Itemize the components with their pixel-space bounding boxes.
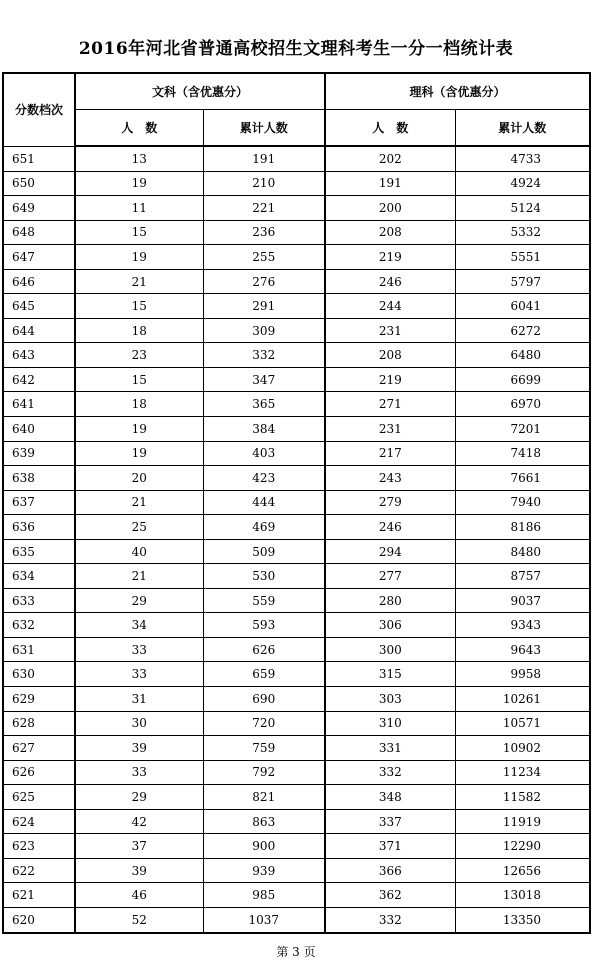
- science-cumulative-cell: 10902: [455, 736, 590, 761]
- score-cell: 643: [3, 343, 75, 368]
- science-cumulative-cell: 9643: [455, 637, 590, 662]
- liberal-arts-cumulative-cell: 365: [203, 392, 325, 417]
- liberal-arts-count-cell: 39: [75, 858, 203, 883]
- liberal-arts-cumulative-cell: 403: [203, 441, 325, 466]
- score-cell: 620: [3, 907, 75, 932]
- science-cumulative-cell: 12290: [455, 834, 590, 859]
- score-cell: 645: [3, 294, 75, 319]
- liberal-arts-count-cell: 18: [75, 392, 203, 417]
- liberal-arts-count-cell: 21: [75, 490, 203, 515]
- table-row: [3, 171, 590, 196]
- page-title: 2016年河北省普通高校招生文理科考生一分一档统计表: [78, 39, 514, 59]
- science-count-cell: 306: [325, 613, 455, 638]
- liberal-arts-cumulative-cell: 509: [203, 539, 325, 564]
- science-count-cell: 315: [325, 662, 455, 687]
- table-row: [3, 858, 590, 883]
- table-row: [3, 711, 590, 736]
- science-count-cell: 202: [325, 146, 455, 171]
- table-row: [3, 196, 590, 221]
- science-cumulative-cell: 4733: [455, 146, 590, 171]
- liberal-arts-count-cell: 19: [75, 171, 203, 196]
- liberal-arts-count-cell: 33: [75, 662, 203, 687]
- science-cumulative-cell: 5551: [455, 245, 590, 270]
- score-cell: 624: [3, 809, 75, 834]
- science-cumulative-cell: 11234: [455, 760, 590, 785]
- science-count-cell: 231: [325, 318, 455, 343]
- science-cumulative-cell: 11582: [455, 785, 590, 810]
- score-cell: 627: [3, 736, 75, 761]
- score-cell: 621: [3, 883, 75, 908]
- liberal-arts-count-cell: 46: [75, 883, 203, 908]
- liberal-arts-count-cell: 21: [75, 564, 203, 589]
- science-cumulative-cell: 4924: [455, 171, 590, 196]
- liberal-arts-count-cell: 30: [75, 711, 203, 736]
- table-row: [3, 392, 590, 417]
- science-count-cell: 279: [325, 490, 455, 515]
- liberal-arts-count-cell: 20: [75, 466, 203, 491]
- science-cumulative-cell: 12656: [455, 858, 590, 883]
- liberal-arts-cumulative-cell: 690: [203, 687, 325, 712]
- score-cell: 622: [3, 858, 75, 883]
- science-cumulative-cell: 5332: [455, 220, 590, 245]
- table-row: [3, 220, 590, 245]
- liberal-arts-count-cell: 34: [75, 613, 203, 638]
- science-count-cell: 331: [325, 736, 455, 761]
- liberal-arts-cumulative-cell: 1037: [203, 907, 325, 932]
- liberal-arts-count-header: 人 数: [75, 110, 203, 147]
- science-header: 理科（含优惠分）: [325, 73, 590, 110]
- science-count-cell: 294: [325, 539, 455, 564]
- science-cumulative-cell: 10261: [455, 687, 590, 712]
- table-row: [3, 637, 590, 662]
- score-cell: 630: [3, 662, 75, 687]
- liberal-arts-count-cell: 21: [75, 269, 203, 294]
- liberal-arts-count-cell: 25: [75, 515, 203, 540]
- science-cumulative-cell: 7661: [455, 466, 590, 491]
- score-cell: 651: [3, 146, 75, 171]
- table-row: [3, 294, 590, 319]
- score-cell: 639: [3, 441, 75, 466]
- liberal-arts-cumulative-cell: 384: [203, 417, 325, 442]
- table-row: [3, 785, 590, 810]
- table-row: [3, 539, 590, 564]
- table-row: [3, 466, 590, 491]
- score-cell: 625: [3, 785, 75, 810]
- page-number: 第 3 页: [276, 945, 316, 959]
- score-cell: 646: [3, 269, 75, 294]
- science-cumulative-cell: 6970: [455, 392, 590, 417]
- science-cumulative-cell: 6480: [455, 343, 590, 368]
- science-count-cell: 271: [325, 392, 455, 417]
- score-distribution-table: [2, 72, 591, 934]
- liberal-arts-cumulative-cell: 659: [203, 662, 325, 687]
- table-row: [3, 662, 590, 687]
- science-cumulative-cell: 7940: [455, 490, 590, 515]
- liberal-arts-cumulative-cell: 221: [203, 196, 325, 221]
- liberal-arts-count-cell: 29: [75, 588, 203, 613]
- liberal-arts-cumulative-cell: 626: [203, 637, 325, 662]
- science-count-cell: 277: [325, 564, 455, 589]
- liberal-arts-cumulative-cell: 469: [203, 515, 325, 540]
- table-row: [3, 269, 590, 294]
- table-row: [3, 367, 590, 392]
- score-cell: 631: [3, 637, 75, 662]
- liberal-arts-cumulative-cell: 309: [203, 318, 325, 343]
- science-cumulative-cell: 5124: [455, 196, 590, 221]
- table-row: [3, 318, 590, 343]
- science-count-cell: 303: [325, 687, 455, 712]
- table-row: [3, 564, 590, 589]
- liberal-arts-cumulative-cell: 559: [203, 588, 325, 613]
- science-cumulative-cell: 8757: [455, 564, 590, 589]
- liberal-arts-count-cell: 29: [75, 785, 203, 810]
- score-level-header: 分数档次: [3, 73, 75, 146]
- science-count-cell: 362: [325, 883, 455, 908]
- science-count-cell: 244: [325, 294, 455, 319]
- liberal-arts-cumulative-cell: 236: [203, 220, 325, 245]
- score-cell: 635: [3, 539, 75, 564]
- liberal-arts-count-cell: 33: [75, 760, 203, 785]
- liberal-arts-count-cell: 23: [75, 343, 203, 368]
- liberal-arts-cumulative-cell: 423: [203, 466, 325, 491]
- table-row: [3, 809, 590, 834]
- science-count-cell: 310: [325, 711, 455, 736]
- science-count-cell: 246: [325, 515, 455, 540]
- table-row: [3, 515, 590, 540]
- score-cell: 650: [3, 171, 75, 196]
- science-count-cell: 371: [325, 834, 455, 859]
- liberal-arts-count-cell: 15: [75, 367, 203, 392]
- liberal-arts-cumulative-header: 累计人数: [203, 110, 325, 147]
- liberal-arts-cumulative-cell: 792: [203, 760, 325, 785]
- science-count-cell: 332: [325, 760, 455, 785]
- table-row: [3, 417, 590, 442]
- liberal-arts-count-cell: 42: [75, 809, 203, 834]
- science-count-cell: 217: [325, 441, 455, 466]
- liberal-arts-cumulative-cell: 985: [203, 883, 325, 908]
- science-cumulative-cell: 13350: [455, 907, 590, 932]
- science-cumulative-cell: 9343: [455, 613, 590, 638]
- liberal-arts-count-cell: 11: [75, 196, 203, 221]
- science-cumulative-cell: 8480: [455, 539, 590, 564]
- science-count-cell: 219: [325, 367, 455, 392]
- liberal-arts-count-cell: 13: [75, 146, 203, 171]
- science-count-cell: 246: [325, 269, 455, 294]
- liberal-arts-count-cell: 18: [75, 318, 203, 343]
- table-row: [3, 687, 590, 712]
- liberal-arts-count-cell: 39: [75, 736, 203, 761]
- score-cell: 640: [3, 417, 75, 442]
- liberal-arts-cumulative-cell: 210: [203, 171, 325, 196]
- score-cell: 629: [3, 687, 75, 712]
- score-cell: 638: [3, 466, 75, 491]
- liberal-arts-cumulative-cell: 444: [203, 490, 325, 515]
- table-row: [3, 490, 590, 515]
- table-body: [3, 146, 590, 933]
- liberal-arts-count-cell: 15: [75, 294, 203, 319]
- science-cumulative-cell: 9958: [455, 662, 590, 687]
- table-row: [3, 613, 590, 638]
- liberal-arts-count-cell: 15: [75, 220, 203, 245]
- science-cumulative-cell: 5797: [455, 269, 590, 294]
- score-cell: 647: [3, 245, 75, 270]
- science-count-cell: 280: [325, 588, 455, 613]
- table-row: [3, 907, 590, 932]
- liberal-arts-cumulative-cell: 255: [203, 245, 325, 270]
- liberal-arts-cumulative-cell: 530: [203, 564, 325, 589]
- liberal-arts-count-cell: 52: [75, 907, 203, 932]
- score-cell: 628: [3, 711, 75, 736]
- table-row: [3, 736, 590, 761]
- table-row: [3, 146, 590, 171]
- liberal-arts-cumulative-cell: 720: [203, 711, 325, 736]
- liberal-arts-count-cell: 19: [75, 441, 203, 466]
- science-count-cell: 366: [325, 858, 455, 883]
- science-count-cell: 300: [325, 637, 455, 662]
- science-count-cell: 332: [325, 907, 455, 932]
- science-count-cell: 243: [325, 466, 455, 491]
- liberal-arts-cumulative-cell: 863: [203, 809, 325, 834]
- table-row: [3, 834, 590, 859]
- liberal-arts-count-cell: 33: [75, 637, 203, 662]
- score-cell: 642: [3, 367, 75, 392]
- science-cumulative-cell: 7418: [455, 441, 590, 466]
- science-cumulative-cell: 11919: [455, 809, 590, 834]
- table-row: [3, 245, 590, 270]
- score-cell: 636: [3, 515, 75, 540]
- liberal-arts-cumulative-cell: 900: [203, 834, 325, 859]
- liberal-arts-cumulative-cell: 332: [203, 343, 325, 368]
- science-count-cell: 191: [325, 171, 455, 196]
- table-row: [3, 441, 590, 466]
- score-cell: 634: [3, 564, 75, 589]
- liberal-arts-cumulative-cell: 821: [203, 785, 325, 810]
- score-cell: 623: [3, 834, 75, 859]
- science-count-cell: 208: [325, 343, 455, 368]
- table-row: [3, 343, 590, 368]
- science-count-cell: 219: [325, 245, 455, 270]
- liberal-arts-count-cell: 19: [75, 417, 203, 442]
- liberal-arts-cumulative-cell: 759: [203, 736, 325, 761]
- score-cell: 637: [3, 490, 75, 515]
- liberal-arts-count-cell: 31: [75, 687, 203, 712]
- liberal-arts-cumulative-cell: 276: [203, 269, 325, 294]
- science-count-header: 人 数: [325, 110, 455, 147]
- score-cell: 632: [3, 613, 75, 638]
- liberal-arts-count-cell: 37: [75, 834, 203, 859]
- table-row: [3, 760, 590, 785]
- liberal-arts-cumulative-cell: 939: [203, 858, 325, 883]
- science-cumulative-cell: 6041: [455, 294, 590, 319]
- score-cell: 648: [3, 220, 75, 245]
- liberal-arts-cumulative-cell: 291: [203, 294, 325, 319]
- score-cell: 649: [3, 196, 75, 221]
- science-count-cell: 337: [325, 809, 455, 834]
- table-row: [3, 588, 590, 613]
- liberal-arts-count-cell: 40: [75, 539, 203, 564]
- science-cumulative-cell: 6272: [455, 318, 590, 343]
- liberal-arts-header: 文科（含优惠分）: [75, 73, 325, 110]
- liberal-arts-cumulative-cell: 347: [203, 367, 325, 392]
- science-cumulative-cell: 13018: [455, 883, 590, 908]
- science-count-cell: 200: [325, 196, 455, 221]
- science-cumulative-cell: 10571: [455, 711, 590, 736]
- science-count-cell: 208: [325, 220, 455, 245]
- science-count-cell: 348: [325, 785, 455, 810]
- science-cumulative-header: 累计人数: [455, 110, 590, 147]
- score-cell: 626: [3, 760, 75, 785]
- science-count-cell: 231: [325, 417, 455, 442]
- liberal-arts-cumulative-cell: 593: [203, 613, 325, 638]
- science-cumulative-cell: 6699: [455, 367, 590, 392]
- science-cumulative-cell: 8186: [455, 515, 590, 540]
- science-cumulative-cell: 7201: [455, 417, 590, 442]
- liberal-arts-count-cell: 19: [75, 245, 203, 270]
- score-cell: 641: [3, 392, 75, 417]
- score-cell: 644: [3, 318, 75, 343]
- liberal-arts-cumulative-cell: 191: [203, 146, 325, 171]
- science-cumulative-cell: 9037: [455, 588, 590, 613]
- score-cell: 633: [3, 588, 75, 613]
- table-row: [3, 883, 590, 908]
